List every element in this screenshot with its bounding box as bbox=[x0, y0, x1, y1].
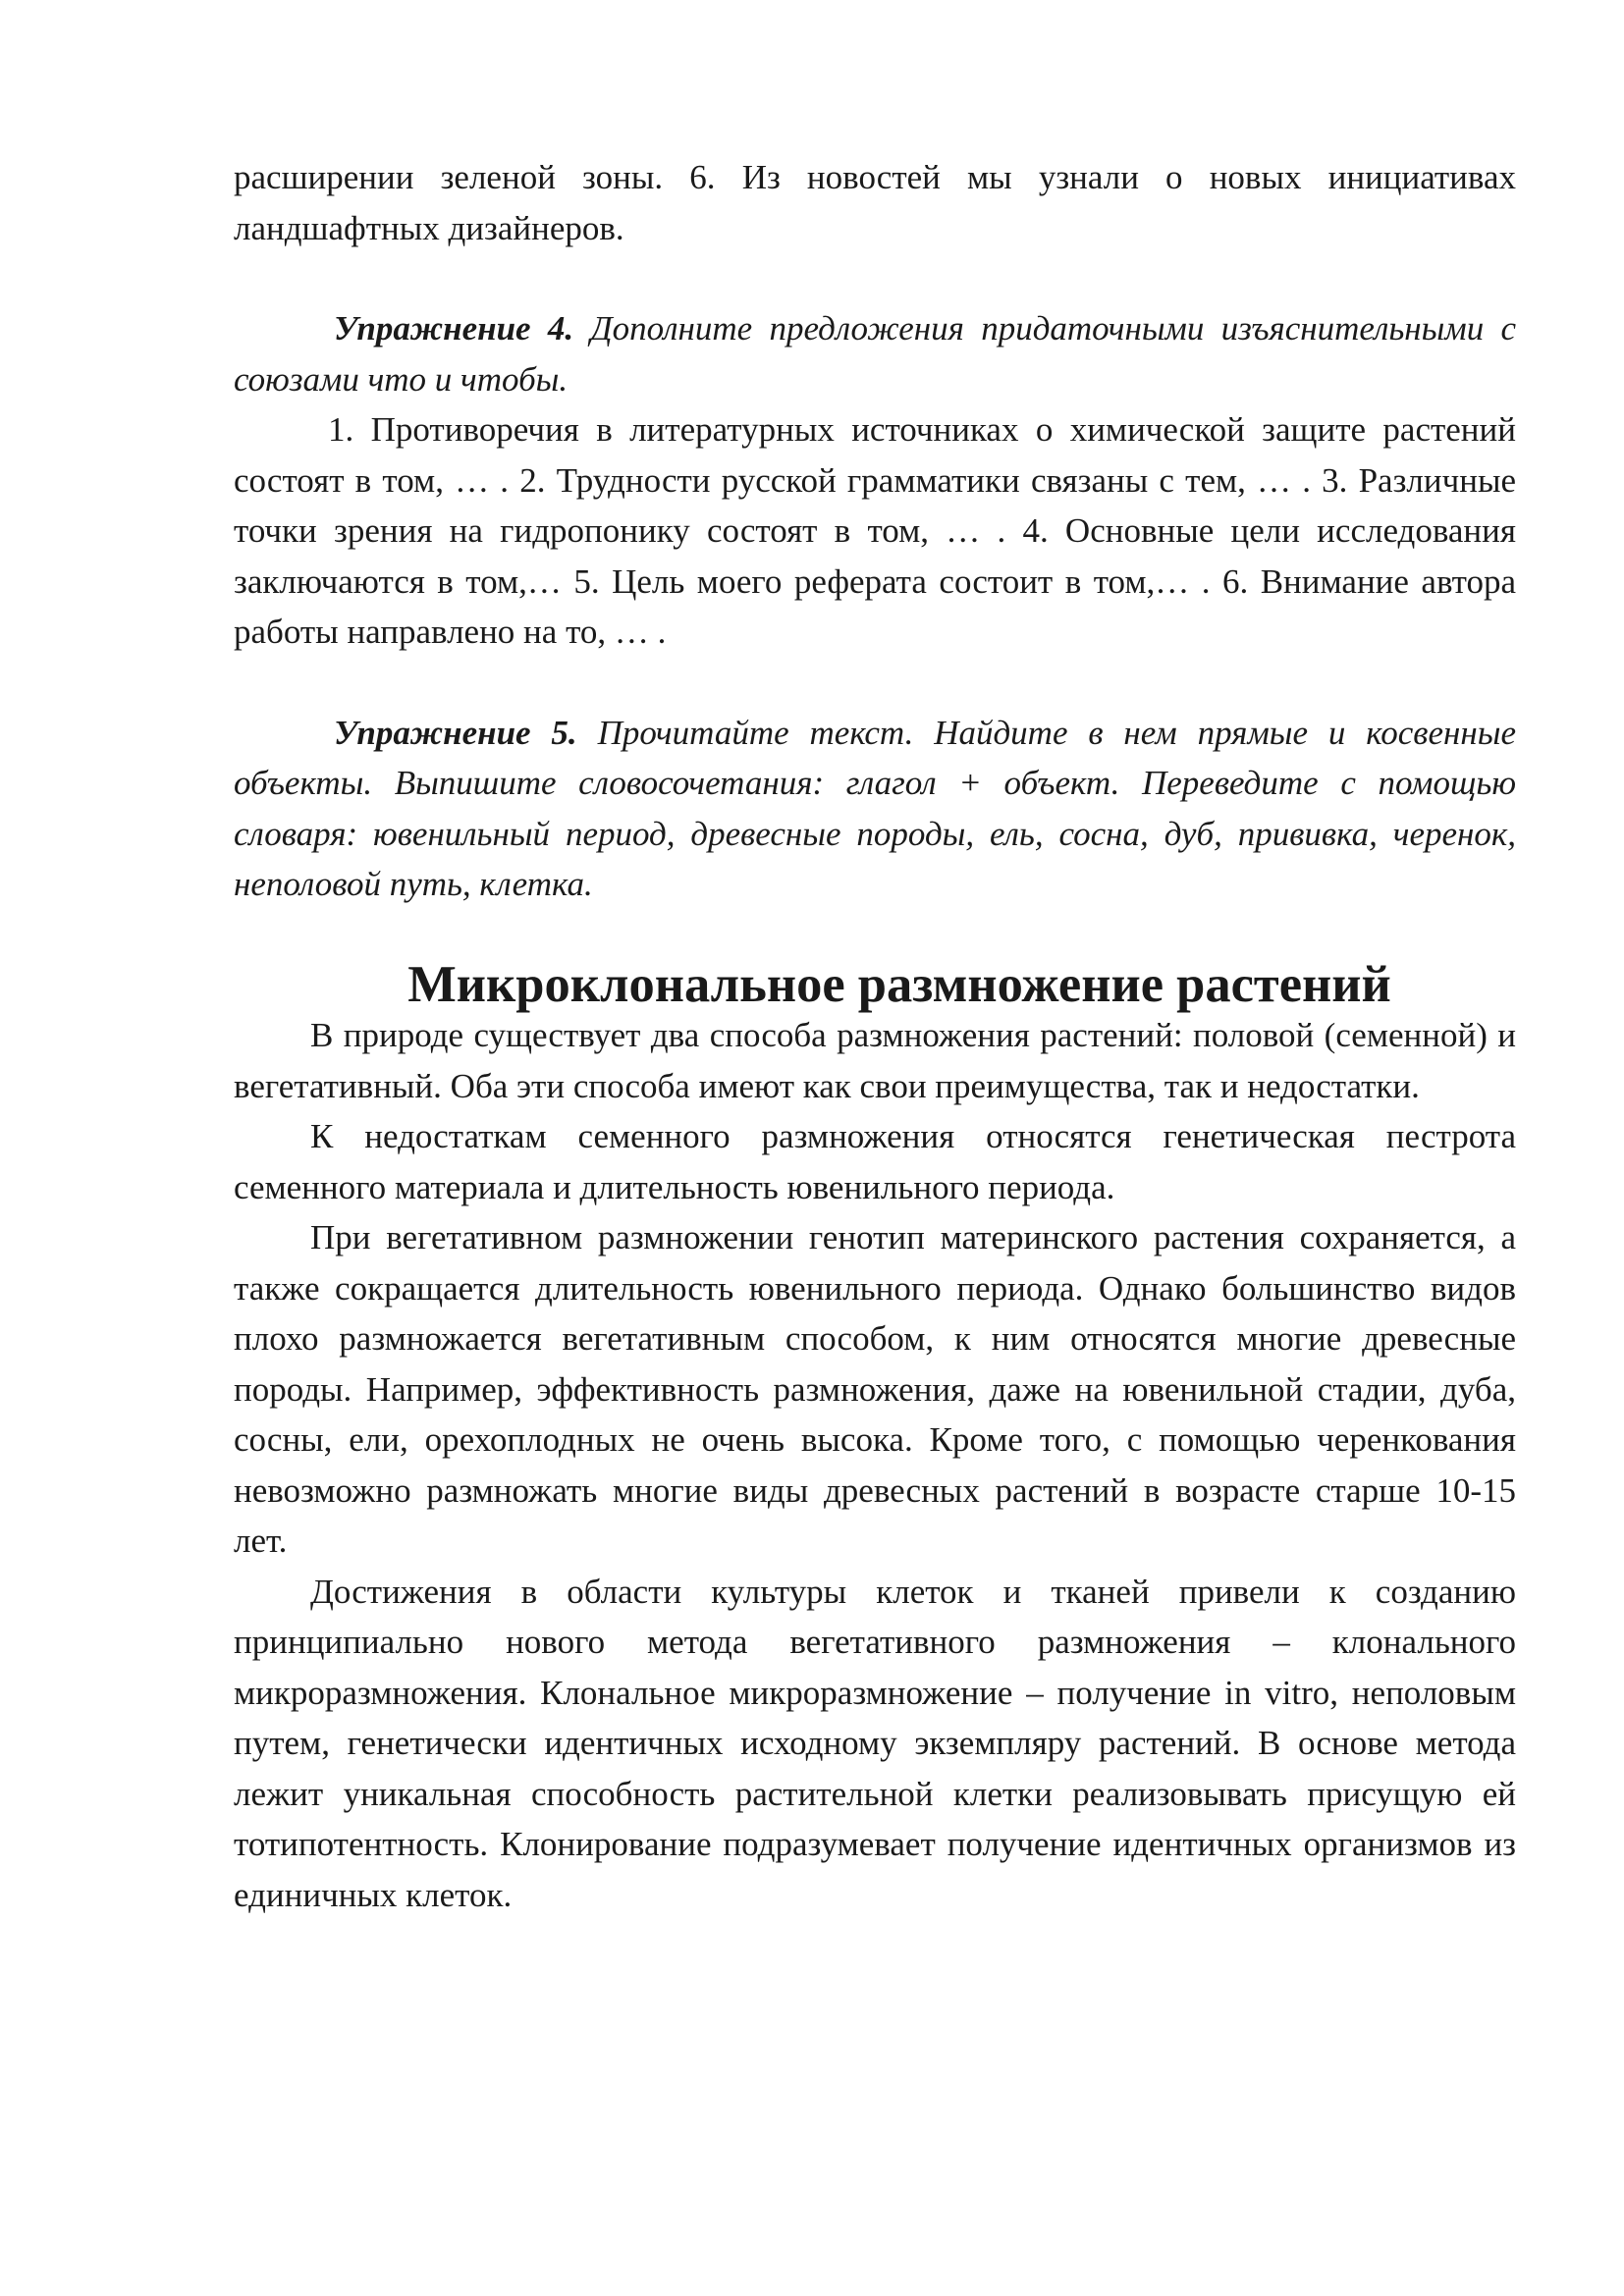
spacer bbox=[234, 658, 1516, 708]
article-title: Микроклональное размножение растений bbox=[407, 955, 1391, 1013]
exercise-5-instruction bbox=[234, 708, 1516, 910]
article-paragraph: К недостаткам семенного размножения относятся генетическая пестрота семенного материала и длительность ювенильного периода. bbox=[234, 1117, 1516, 1206]
exercise-4-instruction bbox=[234, 303, 1516, 404]
spacer bbox=[234, 910, 1516, 960]
exercise-5-instruction-text: Прочитайте текст. Найдите в нем прямые и косвенные объекты. Выпишите словосочетания: глагол + объект. Переведите с помощью словаря: ювенильный период, древесные породы, ель, сосна, дуб, прививка, черенок, неполовой путь, клетка. bbox=[234, 713, 1517, 903]
spacer bbox=[234, 253, 1516, 303]
document-page bbox=[234, 152, 1516, 1920]
exercise-4-instruction-text: Дополните предложения придаточными изъяснительными с союзами что и чтобы. bbox=[234, 309, 1516, 399]
article-paragraph: Достижения в области культуры клеток и тканей привели к созданию принципиально нового метода вегетативного размножения – клонального микроразмножения. Клональное микроразмножение – получение in vitro, неполовым путем, генетически идентичных исходному экземпляру растений. В основе метода лежит уникальная способность растительной клетки реализовывать присущую ей тотипотентность. Клонирование подразумевает получение идентичных организмов из единичных клеток. bbox=[234, 1572, 1516, 1914]
exercise-4-body: 1. Противоречия в литературных источниках о химической защите растений состоят в том, … . 2. Трудности русской грамматики связаны с тем, … . 3. Различные точки зрения на гидропонику состоят в том, … . 4. Основные цели исследования заключаются в том,… 5. Цель моего реферата состоит в том,… . 6. Внимание автора работы направлено на то, … . bbox=[234, 410, 1516, 651]
carryover-paragraph: расширении зеленой зоны. 6. Из новостей мы узнали о новых инициативах ландшафтных дизайнеров. bbox=[234, 158, 1516, 247]
article-paragraph: При вегетативном размножении генотип материнского растения сохраняется, а также сокращается длительность ювенильного периода. Однако большинство видов плохо размножается вегетативным способом, к ним относятся многие древесные породы. Например, эффективность размножения, даже на ювенильной стадии, дуба, сосны, ели, орехоплодных не очень высока. Кроме того, с помощью черенкования невозможно размножать многие виды древесных растений в возрасте старше 10-15 лет. bbox=[234, 1218, 1516, 1560]
exercise-5-label: Упражнение 5. bbox=[334, 713, 577, 752]
exercise-4-label: Упражнение 4. bbox=[334, 309, 574, 347]
article-paragraph: В природе существует два способа размножения растений: половой (семенной) и вегетативный. Оба эти способа имеют как свои преимущества, так и недостатки. bbox=[234, 1016, 1516, 1105]
